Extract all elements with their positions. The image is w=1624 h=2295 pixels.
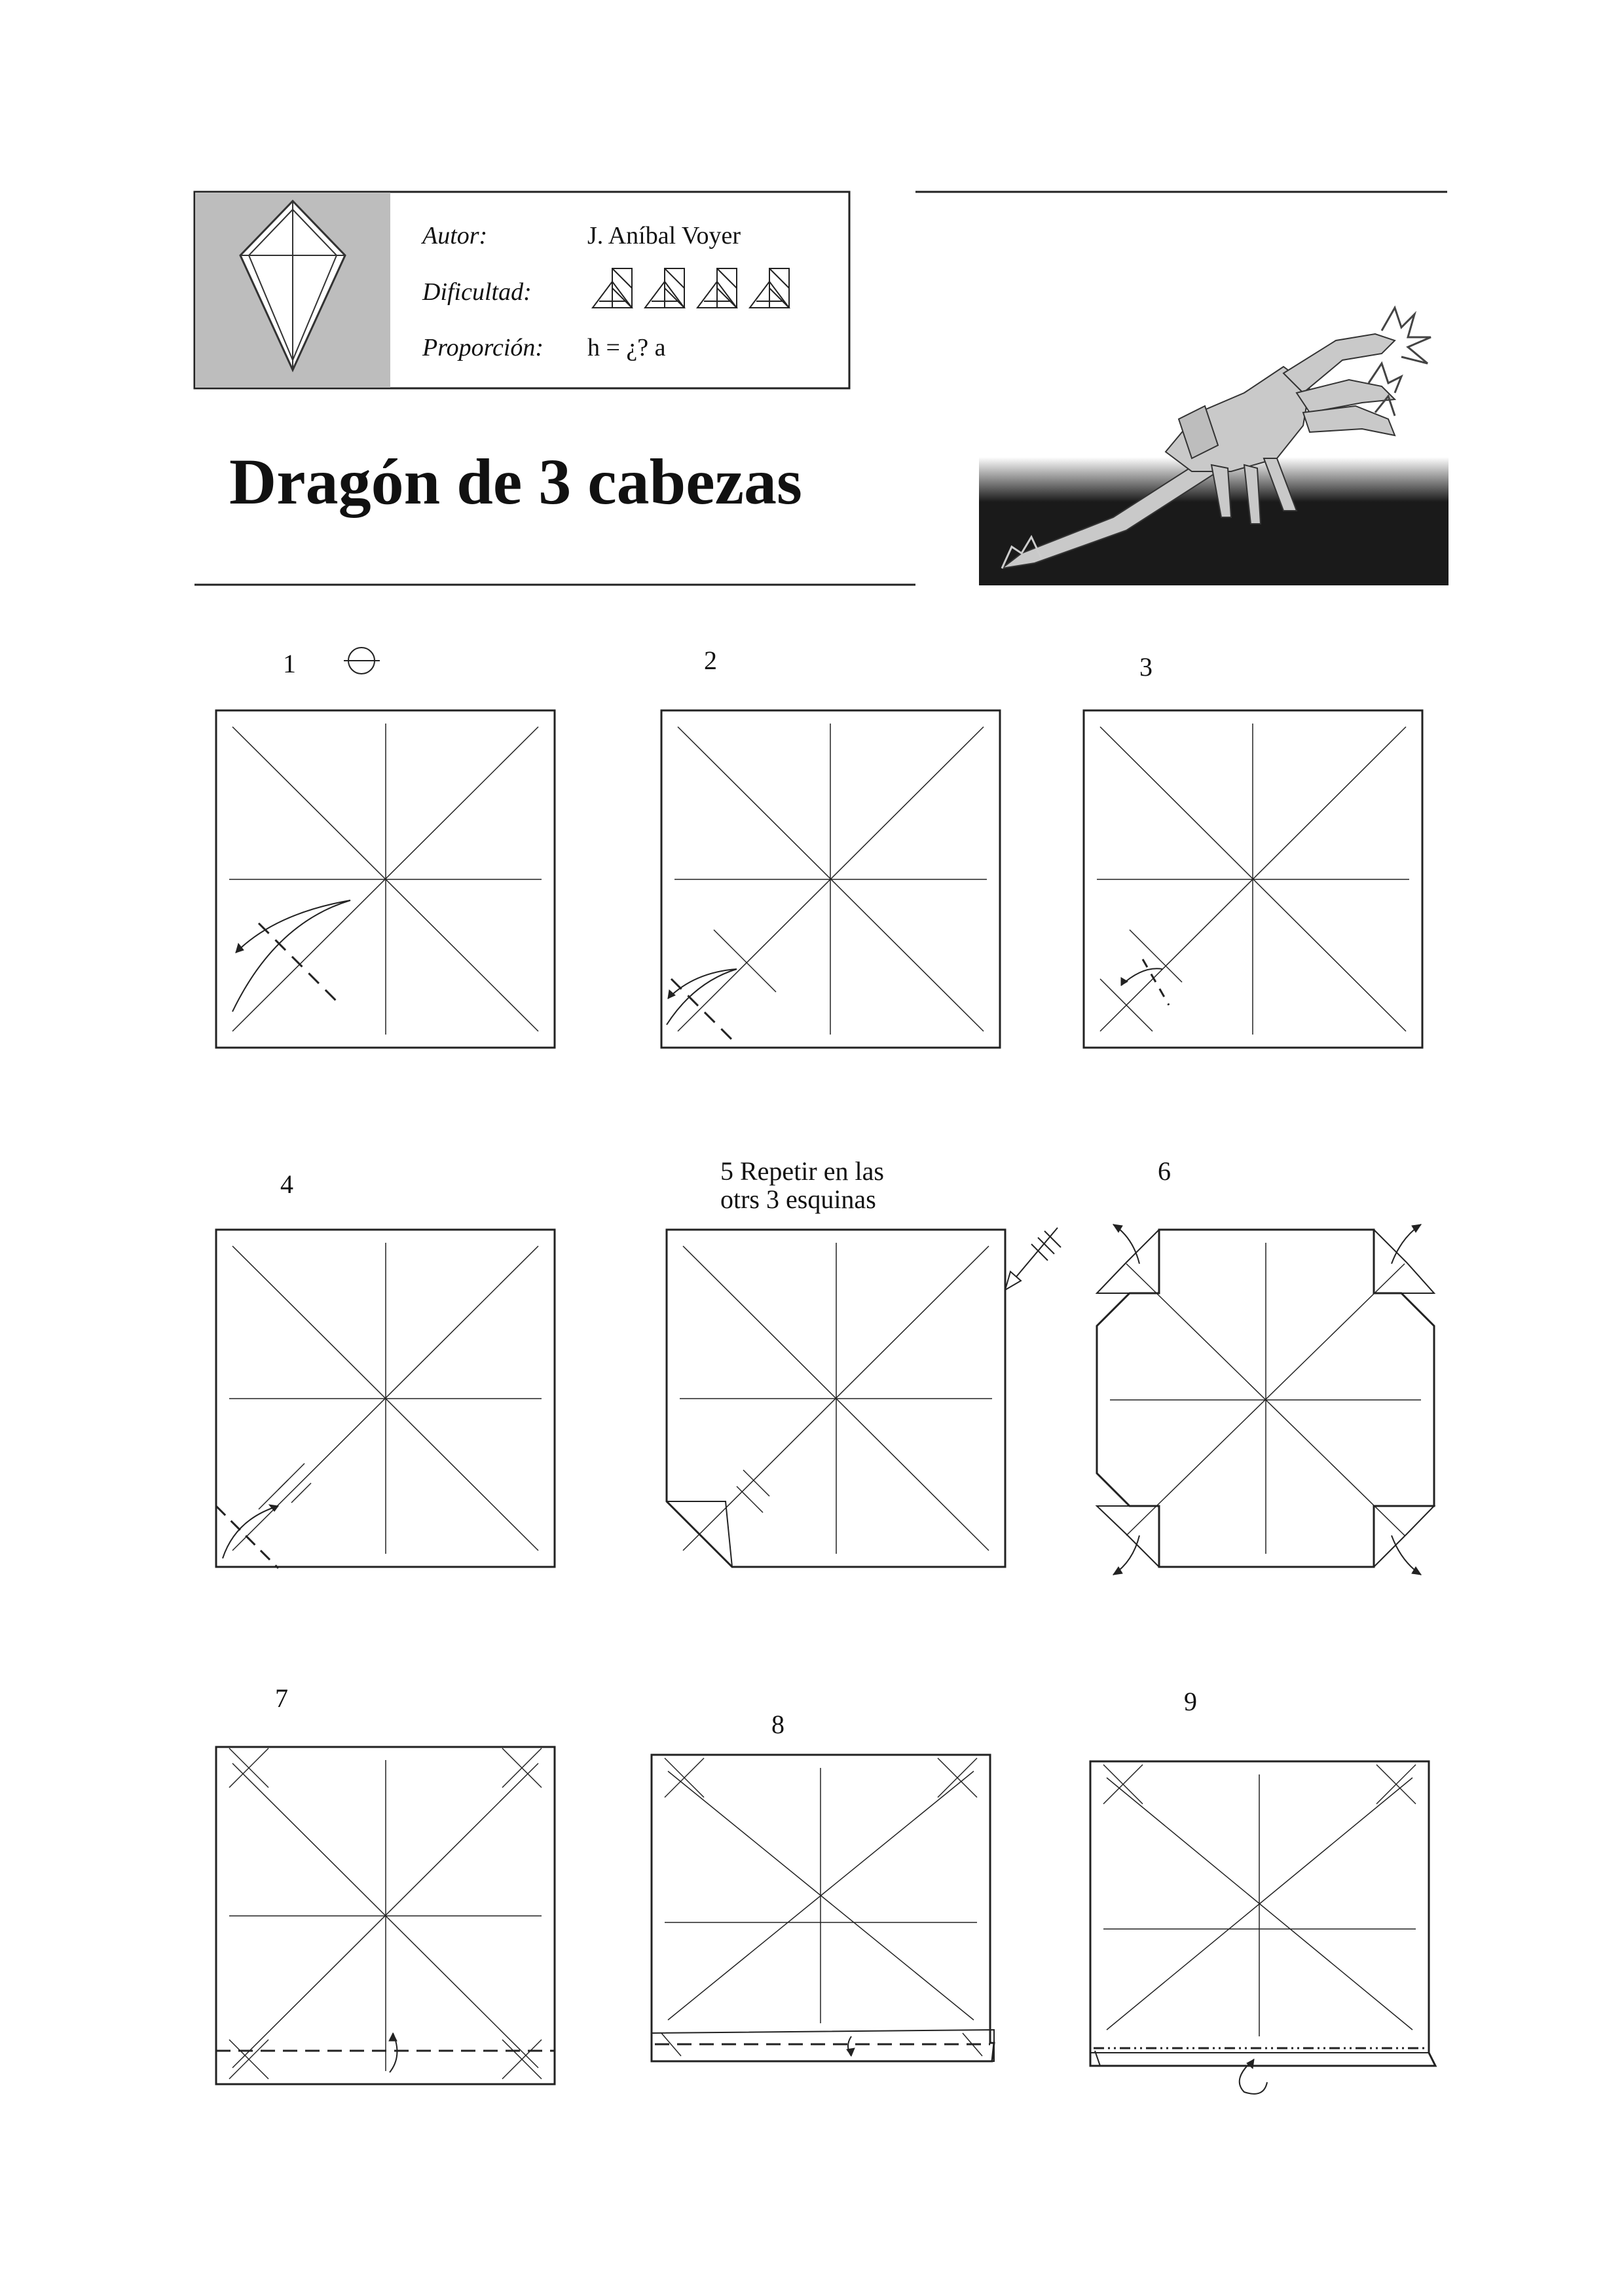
step-3-diagram: [1084, 710, 1422, 1048]
step-number: 3: [1139, 652, 1153, 682]
page-title: Dragón de 3 cabezas: [229, 445, 802, 518]
step-6-diagram: [1097, 1224, 1434, 1575]
step-number: 6: [1158, 1156, 1171, 1186]
difficulty-icons: [593, 268, 789, 308]
difficulty-icon: [593, 268, 632, 308]
step-number: 2: [704, 646, 717, 675]
difficulty-icon: [645, 268, 684, 308]
step-number: 1: [283, 649, 296, 678]
step-8-diagram: [652, 1755, 994, 2061]
difficulty-icon: [697, 268, 737, 308]
step-9-diagram: [1090, 1761, 1435, 2094]
flip-over-icon: [344, 648, 380, 674]
author-value: J. Aníbal Voyer: [587, 222, 741, 249]
step-5-note-line-1: 5 Repetir en las: [720, 1156, 884, 1186]
difficulty-label: Dificultad:: [422, 278, 532, 306]
step-1-diagram: [216, 710, 555, 1048]
step-2-diagram: [661, 710, 1000, 1048]
step-5-note-line-2: otrs 3 esquinas: [720, 1184, 876, 1214]
difficulty-icon: [750, 268, 789, 308]
step-7-diagram: [216, 1747, 555, 2084]
step-number: 4: [280, 1169, 293, 1199]
step-number: 8: [771, 1710, 784, 1739]
step-number: 7: [275, 1683, 288, 1713]
proportion-value: h = ¿? a: [587, 334, 666, 361]
dragon-photo: [979, 308, 1449, 585]
step-5-diagram: [667, 1228, 1061, 1567]
step-4-diagram: [216, 1230, 555, 1568]
step-number: 9: [1184, 1687, 1197, 1716]
proportion-label: Proporción:: [422, 334, 544, 361]
author-label: Autor:: [422, 222, 488, 249]
